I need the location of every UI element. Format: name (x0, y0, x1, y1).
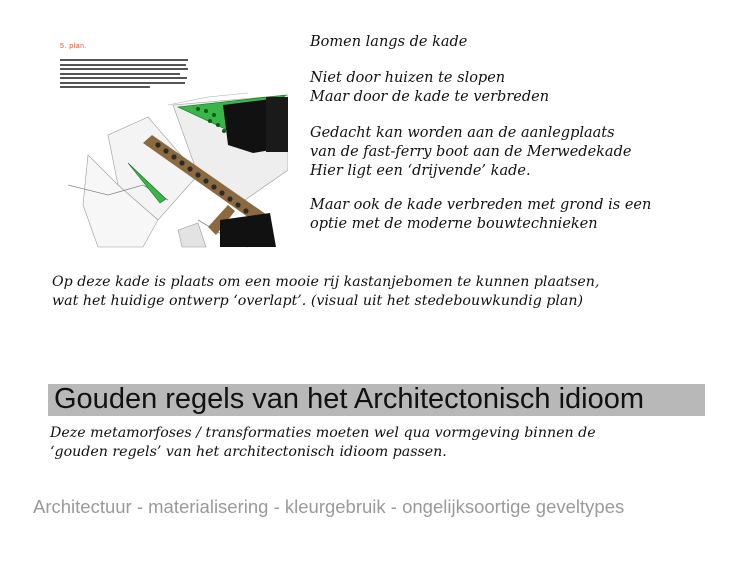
poem-block-4 (310, 196, 651, 234)
poem-line: Maar door de kade te verbreden (310, 89, 550, 105)
poem-line: van de fast-ferry boot aan de Merwedekade (310, 144, 632, 160)
paragraph-line: Op deze kade is plaats om een mooie rij kastanjebomen te kunnen plaatsen, (52, 274, 600, 290)
note-line: ‘gouden regels’ van het architectonisch idioom passen. (50, 444, 447, 460)
poem-block-3 (310, 124, 631, 181)
kade-paragraph (52, 273, 599, 311)
plan-map (48, 35, 288, 250)
poem-block-1 (310, 33, 467, 52)
poem-line: Bomen langs de kade (310, 34, 468, 50)
rules-note (50, 424, 596, 462)
footer-text: Architectuur - materialisering - kleurgebruik - ongelijksoortige geveltypes (33, 496, 625, 517)
poem-line: Niet door huizen te slopen (310, 70, 506, 86)
poem-line: Hier ligt een ‘drijvende’ kade. (310, 163, 531, 179)
plan-title: 5. plan. (60, 43, 87, 50)
urban-plan-figure (48, 35, 288, 250)
poem-block-2 (310, 69, 549, 107)
poem-line: optie met de moderne bouwtechnieken (310, 216, 598, 232)
poem-line: Maar ook de kade verbreden met grond is een (310, 197, 652, 213)
note-line: Deze metamorfoses / transformaties moeten wel qua vormgeving binnen de (50, 425, 596, 441)
poem-line: Gedacht kan worden aan de aanlegplaats (310, 125, 615, 141)
paragraph-line: wat het huidige ontwerp ‘overlapt’. (visual uit het stedebouwkundig plan) (52, 293, 584, 309)
heading-title: Gouden regels van het Architectonisch idioom (54, 383, 645, 415)
